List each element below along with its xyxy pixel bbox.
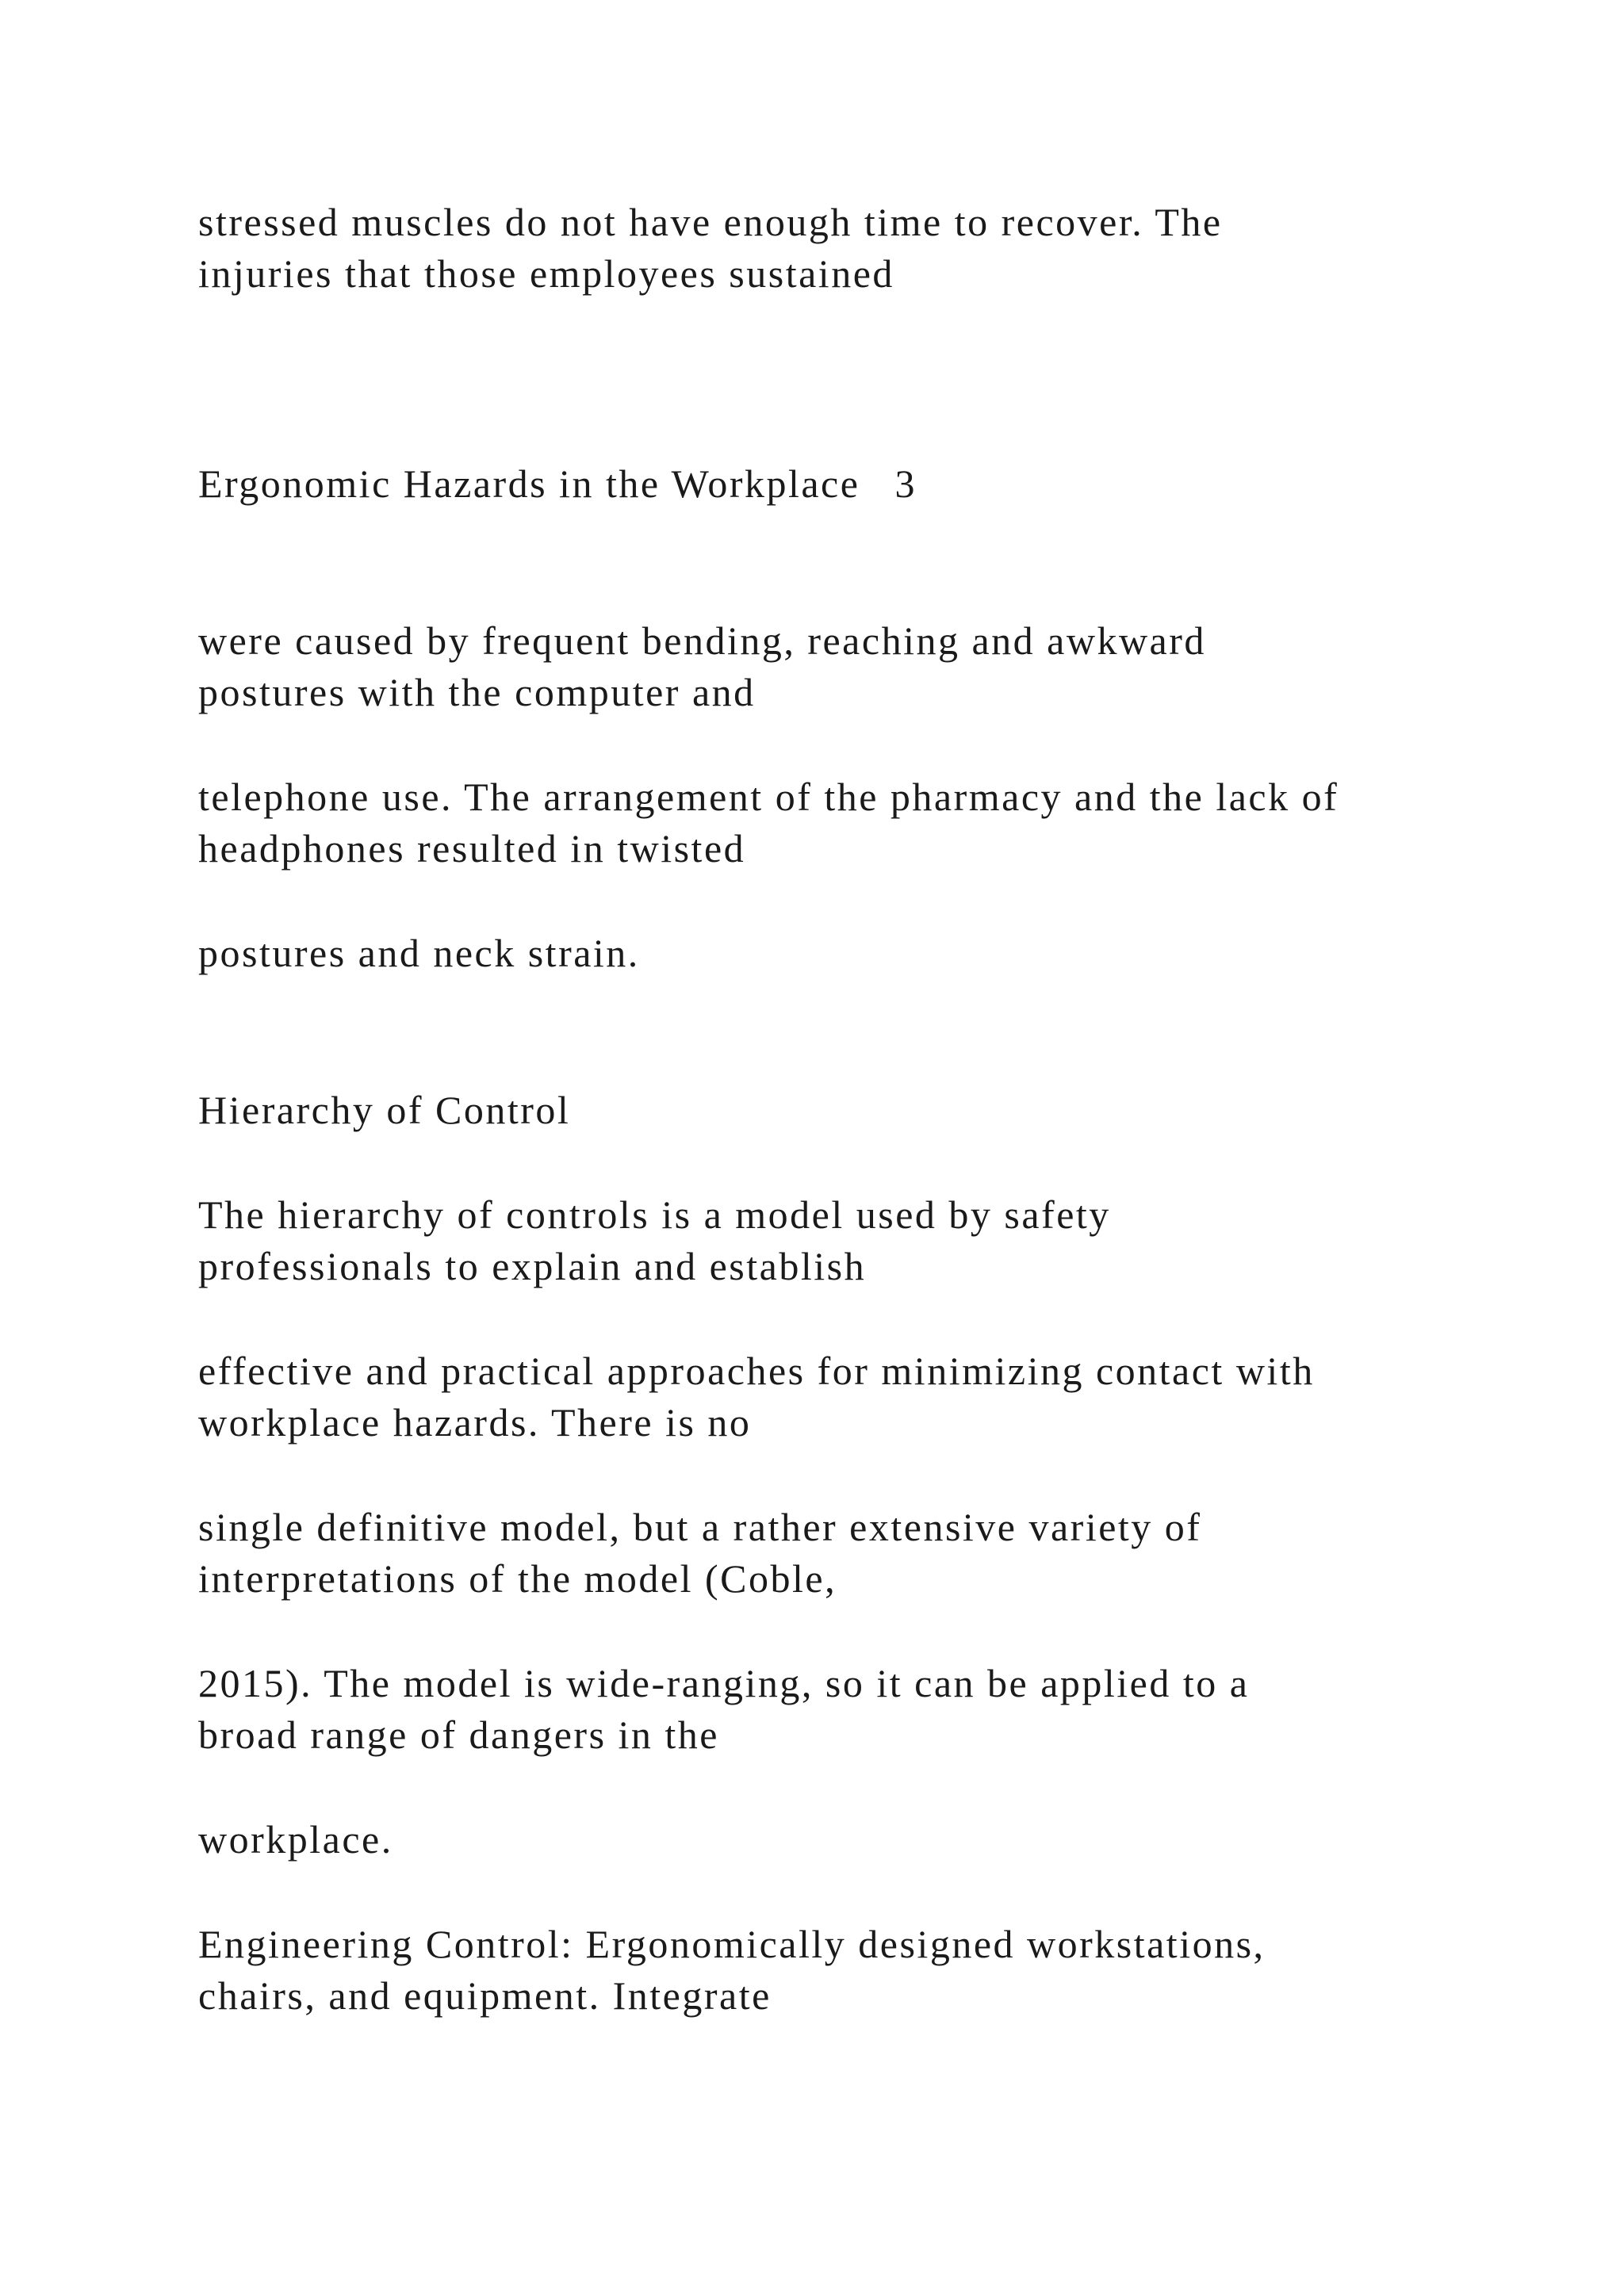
body-text-line: chairs, and equipment. Integrate (198, 1973, 772, 2018)
page-number: 3 (894, 461, 917, 506)
body-text-line: single definitive model, but a rather extensive variety of (198, 1505, 1202, 1549)
running-header-title: Ergonomic Hazards in the Workplace (198, 461, 860, 506)
section-heading: Hierarchy of Control (198, 1088, 571, 1132)
body-text-line: 2015). The model is wide-ranging, so it can be applied to a (198, 1661, 1250, 1705)
body-text-line: The hierarchy of controls is a model used by safety (198, 1192, 1111, 1237)
body-text-line: effective and practical approaches for minimizing contact with (198, 1349, 1315, 1393)
body-text-line: workplace. (198, 1817, 393, 1862)
body-text-line: broad range of dangers in the (198, 1712, 719, 1757)
body-text-line: telephone use. The arrangement of the pharmacy and the lack of (198, 775, 1339, 819)
body-text-line: Engineering Control: Ergonomically designed workstations, (198, 1922, 1266, 1966)
body-text-line: headphones resulted in twisted (198, 826, 746, 871)
body-text-line: were caused by frequent bending, reaching and awkward (198, 618, 1206, 663)
body-text-line: postures and neck strain. (198, 931, 640, 975)
running-header (198, 458, 917, 509)
body-text-line: injuries that those employees sustained (198, 251, 894, 296)
body-text-line: postures with the computer and (198, 670, 756, 714)
body-text-line: stressed muscles do not have enough time to recover. The (198, 200, 1223, 244)
body-text-line: interpretations of the model (Coble, (198, 1556, 837, 1601)
body-text-line: workplace hazards. There is no (198, 1400, 752, 1445)
body-text-line: professionals to explain and establish (198, 1244, 867, 1288)
